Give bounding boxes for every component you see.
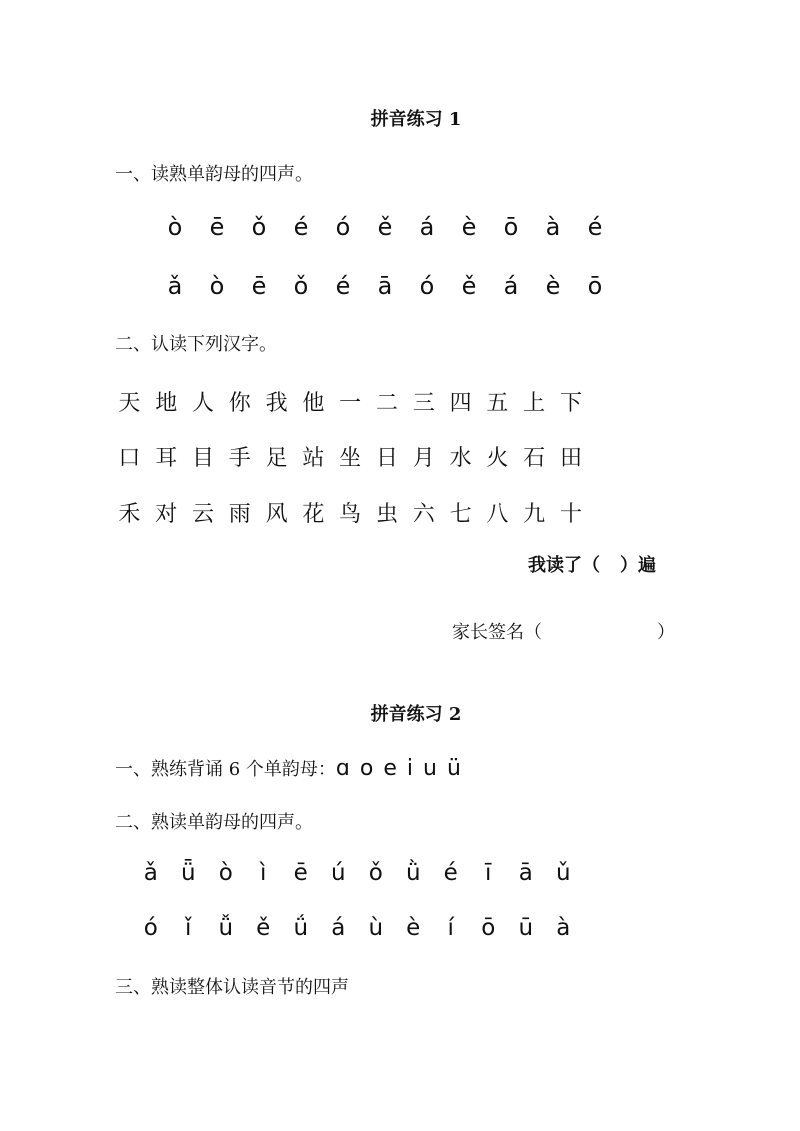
parent-signature-line xyxy=(452,618,675,644)
pinyin-syllable: ě xyxy=(461,272,477,300)
vowel: e xyxy=(383,756,397,781)
pinyin-syllable: é xyxy=(293,213,309,241)
pinyin-syllable: è xyxy=(545,272,561,300)
pinyin-syllable: ǚ xyxy=(218,915,234,941)
pinyin-syllable: ē xyxy=(251,272,267,300)
hanzi-character: 日 xyxy=(375,446,398,471)
pinyin-syllable: á xyxy=(331,915,346,941)
hanzi-character: 火 xyxy=(486,446,509,471)
hanzi-character: 九 xyxy=(523,502,546,527)
exercise2-instruction3: 三、熟读整体认读音节的四声 xyxy=(115,977,349,998)
pinyin-syllable: á xyxy=(419,213,435,241)
vowel: ü xyxy=(446,756,461,781)
exercise1-title: 拼音练习 1 xyxy=(370,109,462,130)
hanzi-character: 我 xyxy=(265,391,288,416)
hanzi-character: 月 xyxy=(412,446,435,471)
hanzi-character: 他 xyxy=(302,391,325,416)
hanzi-character: 八 xyxy=(486,502,509,527)
pinyin-syllable: ò xyxy=(218,860,233,886)
exercise1-tones-row1 xyxy=(154,213,616,241)
hanzi-character: 二 xyxy=(375,391,398,416)
hanzi-character: 你 xyxy=(228,391,251,416)
exercise2-title: 拼音练习 2 xyxy=(370,704,462,725)
pinyin-syllable: ǒ xyxy=(293,272,309,300)
hanzi-character: 足 xyxy=(265,446,288,471)
hanzi-character: 十 xyxy=(559,502,582,527)
parent-signature-suffix: ） xyxy=(657,622,675,643)
vowel: ɑ xyxy=(335,756,350,781)
pinyin-syllable: ā xyxy=(377,272,393,300)
exercise1-instruction2: 二、认读下列汉字。 xyxy=(115,334,277,355)
pinyin-syllable: í xyxy=(447,915,454,941)
hanzi-character: 四 xyxy=(449,391,472,416)
pinyin-syllable: ó xyxy=(143,915,158,941)
pinyin-syllable: ā xyxy=(518,860,533,886)
pinyin-syllable: ǘ xyxy=(293,915,309,941)
hanzi-character: 口 xyxy=(118,446,141,471)
exercise2-tones-row1 xyxy=(132,860,582,886)
vowel: o xyxy=(359,756,374,781)
exercise2-instruction2: 二、熟读单韵母的四声。 xyxy=(115,812,313,833)
hanzi-character: 禾 xyxy=(118,502,141,527)
vowel-list xyxy=(336,756,471,781)
pinyin-syllable: à xyxy=(556,915,571,941)
pinyin-syllable: ū xyxy=(518,915,534,941)
exercise2-instruction1-text: 一、熟练背诵 6 个单韵母： xyxy=(115,759,336,780)
pinyin-syllable: é xyxy=(335,272,351,300)
exercise1-tones-row2 xyxy=(154,272,616,300)
pinyin-syllable: ǒ xyxy=(368,860,383,886)
pinyin-syllable: ō xyxy=(587,272,603,300)
pinyin-syllable: è xyxy=(406,915,421,941)
pinyin-syllable: ō xyxy=(503,213,519,241)
pinyin-syllable: ì xyxy=(260,860,267,886)
pinyin-syllable: ǖ xyxy=(180,860,196,886)
hanzi-character: 七 xyxy=(449,502,472,527)
pinyin-syllable: ǎ xyxy=(143,860,158,886)
pinyin-syllable: ō xyxy=(481,915,496,941)
hanzi-character: 五 xyxy=(486,391,509,416)
pinyin-syllable: ǔ xyxy=(555,860,571,886)
parent-signature-prefix: 家长签名（ xyxy=(452,622,542,643)
pinyin-syllable: ī xyxy=(485,860,492,886)
read-times-suffix: ）遍 xyxy=(620,555,656,576)
hanzi-character: 人 xyxy=(191,391,214,416)
pinyin-syllable: ě xyxy=(256,915,271,941)
pinyin-syllable: ě xyxy=(377,213,393,241)
pinyin-syllable: à xyxy=(545,213,561,241)
hanzi-character: 上 xyxy=(523,391,546,416)
hanzi-character: 六 xyxy=(412,502,435,527)
hanzi-character: 水 xyxy=(449,446,472,471)
hanzi-character: 天 xyxy=(118,391,141,416)
hanzi-character: 手 xyxy=(228,446,251,471)
read-times-prefix: 我读了（ xyxy=(528,555,600,576)
hanzi-character: 一 xyxy=(339,391,362,416)
hanzi-character: 站 xyxy=(302,446,325,471)
pinyin-syllable: é xyxy=(443,860,458,886)
exercise1-instruction1: 一、读熟单韵母的四声。 xyxy=(115,164,313,185)
pinyin-syllable: ē xyxy=(293,860,308,886)
hanzi-character: 耳 xyxy=(155,446,178,471)
hanzi-character: 鸟 xyxy=(339,502,362,527)
pinyin-syllable: ǐ xyxy=(185,915,192,941)
hanzi-character: 风 xyxy=(265,502,288,527)
pinyin-syllable: ò xyxy=(209,272,225,300)
hanzi-character: 三 xyxy=(412,391,435,416)
vowel: i xyxy=(406,756,414,781)
pinyin-syllable: ó xyxy=(335,213,351,241)
exercise2-tones-row2 xyxy=(132,915,582,941)
hanzi-character: 虫 xyxy=(375,502,398,527)
hanzi-character: 目 xyxy=(191,446,214,471)
pinyin-syllable: é xyxy=(587,213,603,241)
hanzi-character: 云 xyxy=(191,502,214,527)
hanzi-character: 坐 xyxy=(339,446,362,471)
exercise2-instruction1 xyxy=(115,755,471,781)
vowel: u xyxy=(423,756,437,781)
hanzi-row-1 xyxy=(111,386,589,417)
pinyin-syllable: ǜ xyxy=(405,860,421,886)
pinyin-syllable: ù xyxy=(368,915,384,941)
pinyin-syllable: ǎ xyxy=(167,272,183,300)
hanzi-character: 石 xyxy=(523,446,546,471)
hanzi-character: 对 xyxy=(155,502,178,527)
pinyin-syllable: ò xyxy=(167,213,183,241)
hanzi-character: 下 xyxy=(559,391,582,416)
hanzi-row-2 xyxy=(111,441,589,472)
pinyin-syllable: á xyxy=(503,272,519,300)
pinyin-syllable: ú xyxy=(330,860,346,886)
pinyin-syllable: ó xyxy=(419,272,435,300)
hanzi-character: 田 xyxy=(559,446,582,471)
hanzi-character: 雨 xyxy=(228,502,251,527)
hanzi-character: 地 xyxy=(155,391,178,416)
pinyin-syllable: è xyxy=(461,213,477,241)
hanzi-row-3 xyxy=(111,497,589,528)
pinyin-syllable: ǒ xyxy=(251,213,267,241)
pinyin-syllable: ē xyxy=(209,213,225,241)
read-times-line xyxy=(528,551,656,577)
hanzi-character: 花 xyxy=(302,502,325,527)
